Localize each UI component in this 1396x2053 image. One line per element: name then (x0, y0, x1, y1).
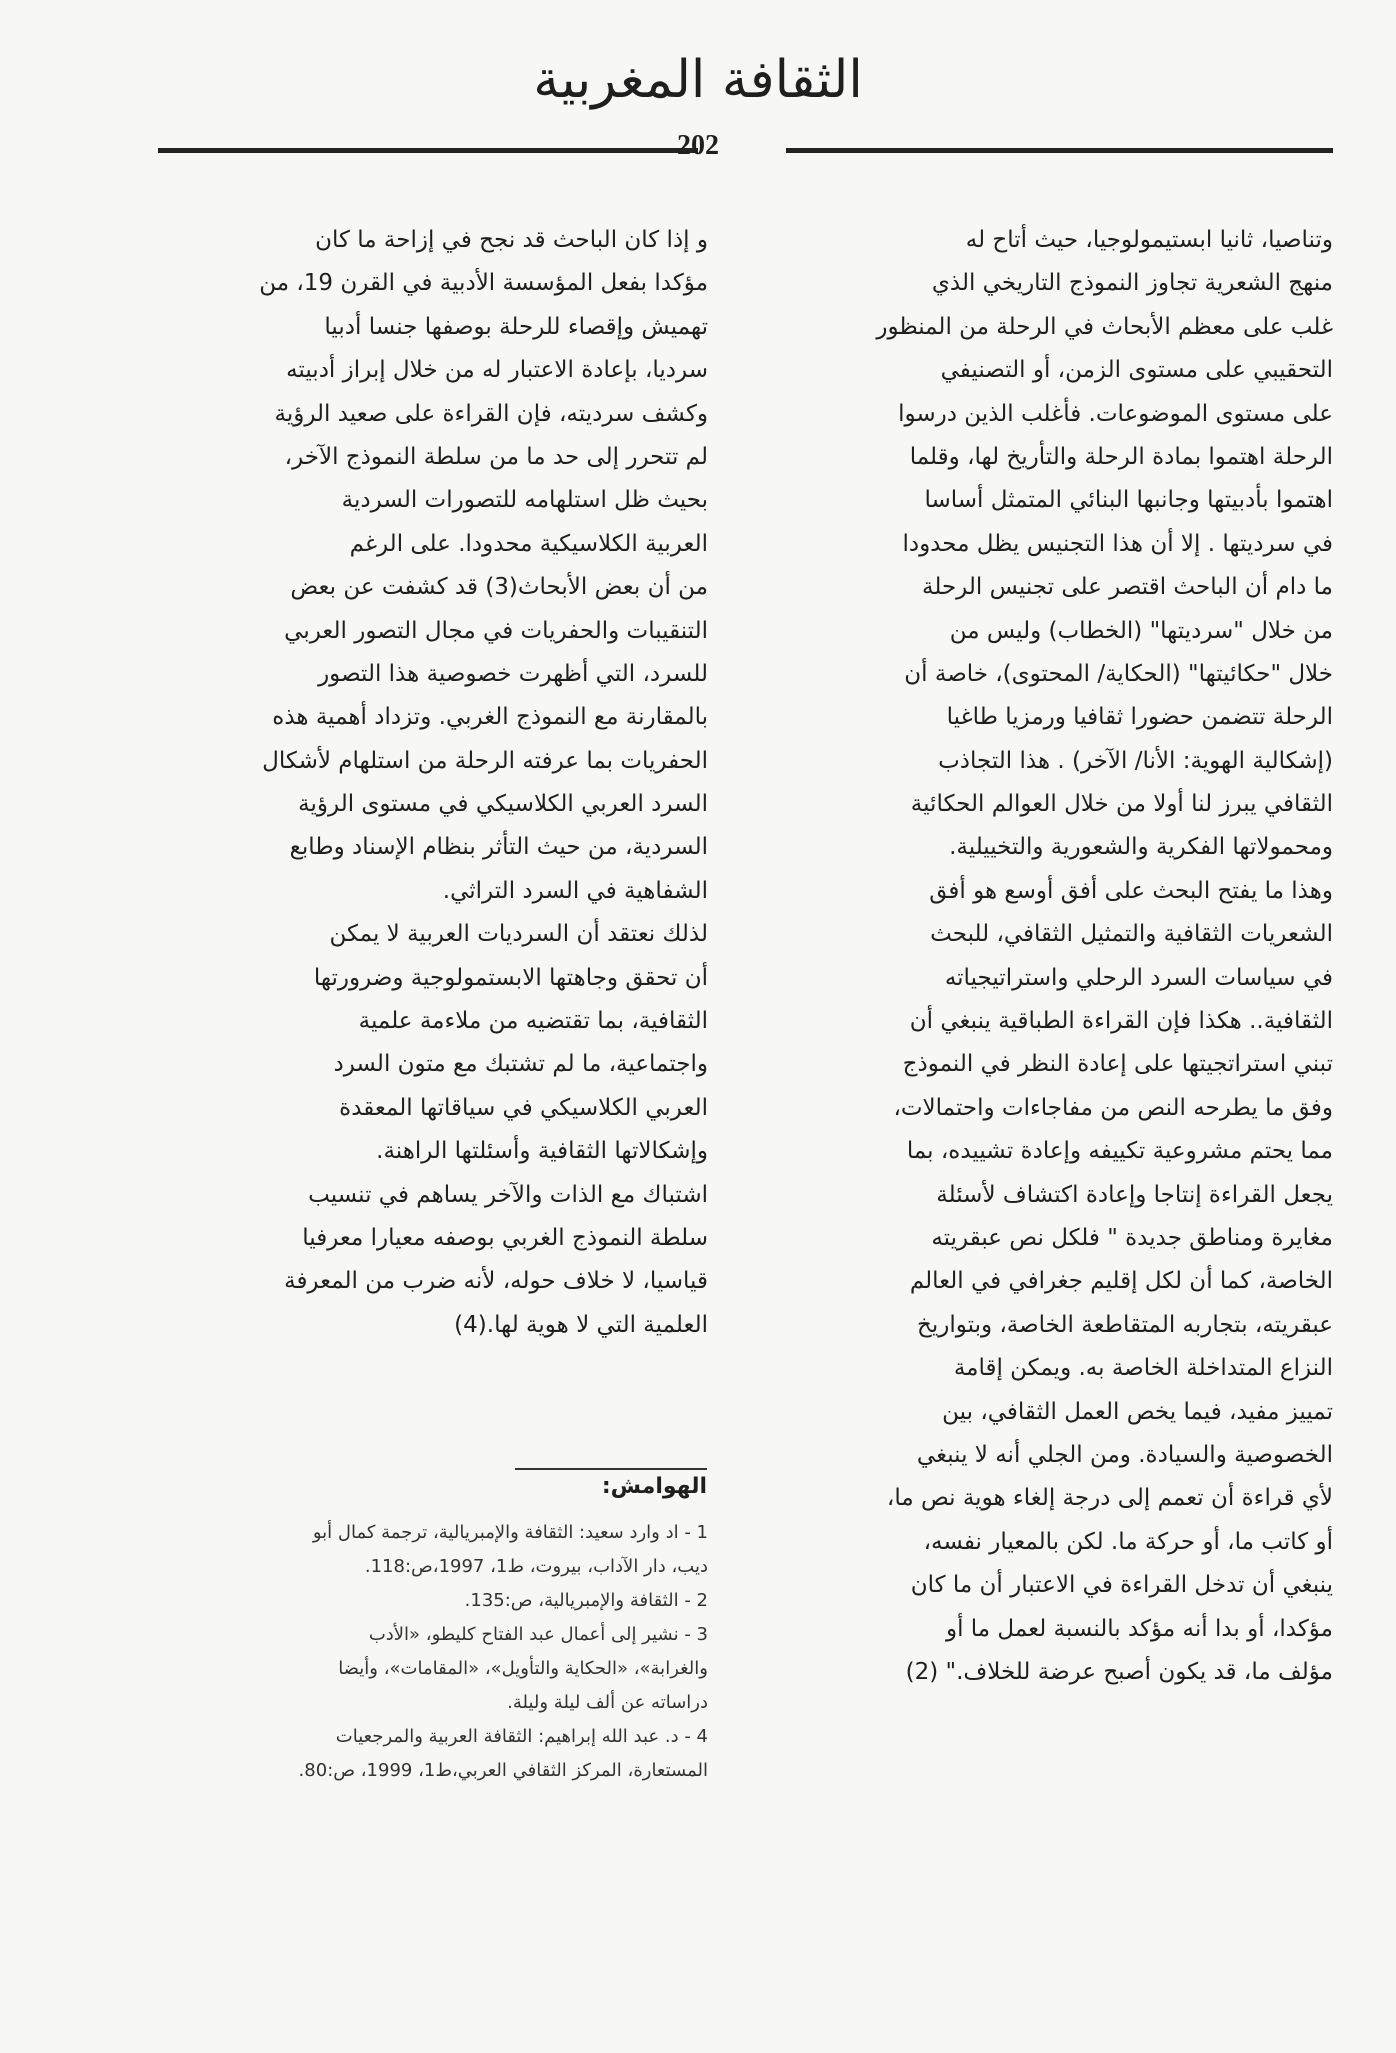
right-line-31: أو كاتب ما، أو حركة ما. لكن بالمعيار نفسه، (923, 1528, 1333, 1555)
right-line-4: التحقيبي على مستوى الزمن، أو التصنيفي (940, 357, 1333, 384)
right-line-28: تمييز مفيد، فيما يخص العمل الثقافي، بين (942, 1398, 1333, 1425)
footnote-line-2: ديب، دار الآداب، بيروت، ط1، 1997،ص:118. (364, 1556, 708, 1577)
page-header (0, 0, 1396, 170)
right-line-24: مغايرة ومناطق جديدة " فلكل نص عبقريته (931, 1224, 1333, 1251)
right-line-16: وهذا ما يفتح البحث على أفق أوسع هو أفق (929, 877, 1333, 904)
right-line-15: ومحمولاتها الفكرية والشعورية والتخييلية. (949, 834, 1333, 861)
right-line-17: الشعريات الثقافية والتمثيل الثقافي، للبحث (930, 921, 1333, 948)
left-line-26: العلمية التي لا هوية لها.(4) (454, 1311, 708, 1338)
left-line-23: اشتباك مع الذات والآخر يساهم في تنسيب (308, 1181, 708, 1208)
header-rule-right (786, 148, 1333, 153)
right-text-column (783, 219, 1333, 1694)
left-line-21: العربي الكلاسيكي في سياقاتها المعقدة (339, 1094, 708, 1121)
left-line-4: سرديا، بإعادة الاعتبار له من خلال إبراز أدبيته (286, 357, 708, 384)
right-line-8: في سرديتها . إلا أن هذا التجنيس يظل محدودا (902, 530, 1333, 557)
right-line-25: الخاصة، كما أن لكل إقليم جغرافي في العالم (909, 1268, 1333, 1295)
footnote-line-6: دراساته عن ألف ليلة وليلة. (507, 1692, 708, 1713)
left-line-10: التنقيبات والحفريات في مجال التصور العربي (284, 617, 708, 644)
right-line-13: (إشكالية الهوية: الأنا/ الآخر) . هذا التجاذب (938, 747, 1333, 774)
footnote-line-8: المستعارة، المركز الثقافي العربي،ط1، 1999، ص:80. (298, 1760, 708, 1781)
right-line-7: اهتموا بأدبيتها وجانبها البنائي المتمثل أساسا (924, 487, 1333, 514)
page-number: 202 (677, 130, 719, 161)
right-line-32: ينبغي أن تدخل القراءة في الاعتبار أن ما كان (910, 1572, 1333, 1599)
right-line-21: وفق ما يطرحه النص من مفاجاءات واحتمالات، (893, 1094, 1333, 1121)
right-line-1: وتناصيا، ثانيا ابستيمولوجيا، حيث أتاح له (965, 227, 1333, 253)
left-text-column (158, 219, 708, 1347)
right-line-9: ما دام أن الباحث اقتصر على تجنيس الرحلة (922, 574, 1333, 601)
right-line-26: عبقريته، بتجاربه المتقاطعة الخاصة، وبتواريخ (917, 1311, 1333, 1338)
left-line-13: الحفريات بما عرفته الرحلة من استلهام لأشكال (262, 747, 708, 774)
right-line-2: منهج الشعرية تجاوز النموذج التاريخي الذي (931, 270, 1333, 297)
right-line-14: الثقافي يبرز لنا أولا من خلال العوالم الحكائية (910, 791, 1333, 818)
left-line-20: واجتماعية، ما لم تشتبك مع متون السرد (333, 1051, 708, 1078)
right-line-18: في سياسات السرد الرحلي واستراتيجياته (944, 964, 1333, 991)
left-line-15: السردية، من حيث التأثر بنظام الإسناد وطابع (289, 834, 708, 861)
left-line-24: سلطة النموذج الغربي بوصفه معيارا معرفيا (302, 1224, 708, 1251)
right-line-33: مؤكدا، أو بدا أنه مؤكد بالنسبة لعمل ما أو (945, 1615, 1333, 1642)
left-line-11: للسرد، التي أظهرت خصوصية هذا التصور (318, 660, 708, 687)
right-line-10: من خلال "سرديتها" (الخطاب) وليس من (949, 617, 1333, 644)
left-line-9: من أن بعض الأبحاث(3) قد كشفت عن بعض (290, 574, 708, 601)
left-line-8: العربية الكلاسيكية محدودا. على الرغم (349, 530, 708, 557)
right-line-27: النزاع المتداخلة الخاصة به. ويمكن إقامة (953, 1355, 1333, 1382)
right-line-30: لأي قراءة أن تعمم إلى درجة إلغاء هوية نص ما، (886, 1485, 1333, 1512)
footnotes-list (158, 1516, 708, 1788)
left-line-1: و إذا كان الباحث قد نجح في إزاحة ما كان (315, 227, 708, 253)
left-line-7: بحيث ظل استلهامه للتصورات السردية (341, 487, 708, 514)
right-line-29: الخصوصية والسيادة. ومن الجلي أنه لا ينبغي (916, 1441, 1333, 1468)
left-line-2: مؤكدا بفعل المؤسسة الأدبية في القرن 19، من (259, 270, 708, 297)
left-line-6: لم تتحرر إلى حد ما من سلطة النموذج الآخر، (284, 443, 708, 470)
left-line-12: بالمقارنة مع النموذج الغربي. وتزداد أهمية هذه (272, 704, 708, 731)
footnote-line-4: 3 - نشير إلى أعمال عبد الفتاح كليطو، «الأدب (368, 1624, 708, 1645)
right-line-20: تبني استراتجيتها على إعادة النظر في النموذج (902, 1051, 1333, 1078)
footnotes-title: الهوامش: (601, 1474, 707, 1499)
left-line-3: تهميش وإقصاء للرحلة بوصفها جنسا أدبيا (324, 313, 708, 340)
right-line-19: الثقافية.. هكذا فإن القراءة الطباقية ينبغي أن (909, 1008, 1333, 1035)
left-line-25: قياسيا، لا خلاف حوله، لأنه ضرب من المعرفة (284, 1268, 708, 1295)
right-line-34: مؤلف ما، قد يكون أصبح عرضة للخلاف." (2) (905, 1658, 1333, 1685)
journal-title: الثقافة المغربية (533, 50, 863, 110)
right-line-23: يجعل القراءة إنتاجا وإعادة اكتشاف لأسئلة (936, 1181, 1333, 1208)
right-line-11: خلال "حكائيتها" (الحكاية/ المحتوى)، خاصة أن (904, 660, 1333, 687)
left-line-18: أن تحقق وجاهتها الابستمولوجية وضرورتها (313, 964, 708, 991)
right-line-22: مما يحتم مشروعية تكييفه وإعادة تشييده، بما (906, 1138, 1333, 1165)
left-line-17: لذلك نعتقد أن السرديات العربية لا يمكن (329, 921, 708, 948)
footnote-divider (515, 1468, 707, 1470)
left-line-5: وكشف سرديته، فإن القراءة على صعيد الرؤية (274, 400, 708, 427)
right-line-5: على مستوى الموضوعات. فأغلب الذين درسوا (898, 400, 1333, 427)
right-line-3: غلب على معظم الأبحاث في الرحلة من المنظور (876, 313, 1333, 340)
footnote-line-1: 1 - اد وارد سعيد: الثقافة والإمبريالية، ترجمة كمال أبو (312, 1522, 708, 1543)
left-line-14: السرد العربي الكلاسيكي في مستوى الرؤية (298, 791, 708, 818)
left-line-16: الشفاهية في السرد التراثي. (442, 877, 708, 904)
left-line-22: وإشكالاتها الثقافية وأسئلتها الراهنة. (376, 1138, 708, 1165)
footnote-line-3: 2 - الثقافة والإمبريالية، ص:135. (464, 1590, 708, 1611)
footnote-line-7: 4 - د. عبد الله إبراهيم: الثقافة العربية والمرجعيات (335, 1726, 708, 1747)
left-line-19: الثقافية، بما تقتضيه من ملاءمة علمية (358, 1008, 708, 1035)
footnote-line-5: والغرابة»، «الحكاية والتأويل»، «المقامات»، وأيضا (338, 1658, 708, 1679)
right-line-6: الرحلة اهتموا بمادة الرحلة والتأريخ لها، وقلما (909, 443, 1333, 470)
right-line-12: الرحلة تتضمن حضورا ثقافيا ورمزيا طاغيا (946, 704, 1333, 731)
